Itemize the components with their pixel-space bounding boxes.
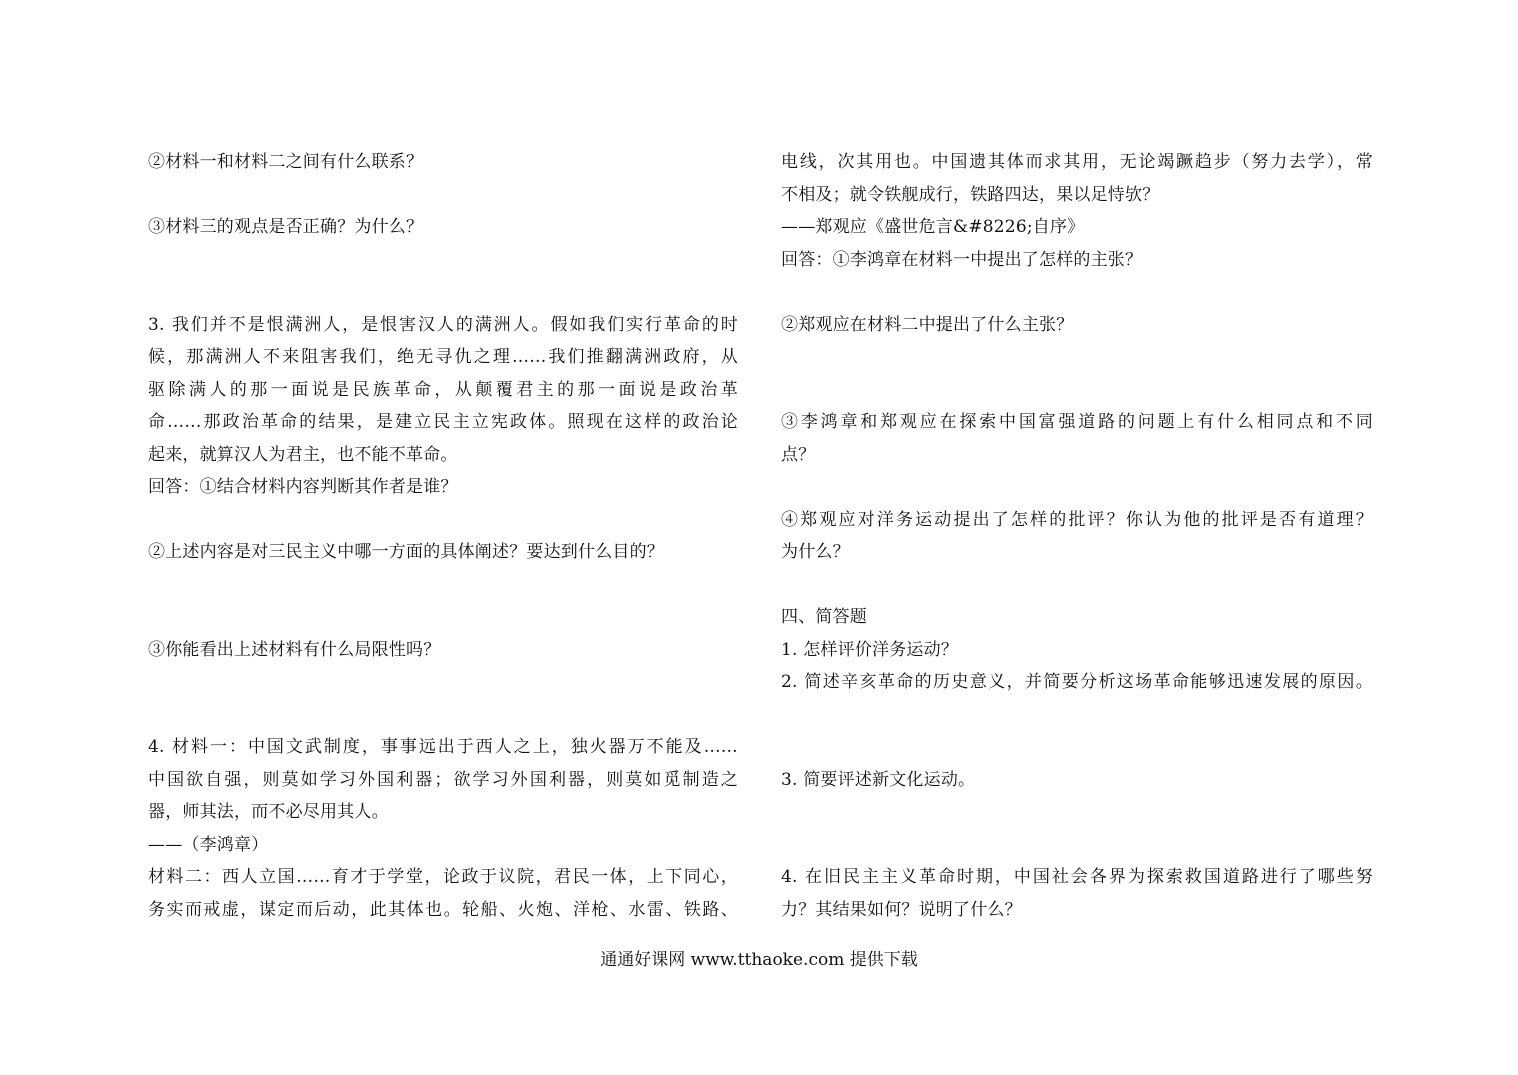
right-line-2: 不相及；就令铁舰成行，铁路四达，果以足恃欤？ — [781, 184, 1160, 205]
left-line-16: ③你能看出上述材料有什么局限性吗？ — [148, 639, 441, 660]
left-blank-4 — [148, 504, 738, 537]
right-line-3: ——郑观应《盛世危言&#8226;自序》 — [781, 217, 1085, 237]
left-blank-6 — [148, 601, 738, 634]
right-blank-5 — [781, 569, 1373, 602]
right-blank-6 — [781, 699, 1373, 732]
left-line-3: ③材料三的观点是否正确？为什么？ — [148, 217, 424, 237]
right-blank-2 — [781, 341, 1373, 374]
right-blank-7 — [781, 731, 1373, 764]
left-line-21: 器，师其法，而不必尽用其人。 — [148, 802, 389, 822]
left-line-8: 驱除满人的那一面说是民族革命，从颠覆君主的那一面说是政治革 — [148, 379, 738, 400]
left-line-11: 回答：①结合材料内容判断其作者是谁？ — [148, 477, 458, 497]
left-blank-7 — [148, 666, 738, 699]
left-line-20: 中国欲自强，则莫如学习外国利器；欲学习外国利器，则莫如觅制造之 — [148, 769, 738, 790]
right-line-6: ②郑观应在材料二中提出了什么主张？ — [781, 314, 1074, 335]
left-blank-5 — [148, 569, 738, 602]
right-line-9: ③李鸿章和郑观应在探索中国富强道路的问题上有什么相同点和不同 — [781, 412, 1373, 432]
right-line-17: 2. 简述辛亥革命的历史意义，并简要分析这场革命能够迅速发展的原因。 — [781, 672, 1373, 692]
left-line-10: 起来，就算汉人为君主，也不能不革命。 — [148, 444, 458, 465]
left-blank-3 — [148, 276, 738, 309]
right-line-16: 1. 怎样评价洋务运动？ — [781, 639, 959, 660]
left-line-19: 4. 材料一：中国文武制度，事事远出于西人之上，独火器万不能及…… — [148, 737, 738, 757]
right-blank-1 — [781, 276, 1373, 309]
right-line-23: 4. 在旧民主主义革命时期，中国社会各界为探索救国道路进行了哪些努 — [781, 867, 1373, 887]
left-line-6: 3. 我们并不是恨满洲人，是恨害汉人的满洲人。假如我们实行革命的时 — [148, 314, 738, 335]
right-blank-4 — [781, 471, 1373, 504]
left-blank-1 — [148, 179, 738, 212]
right-blank-3 — [781, 374, 1373, 407]
left-blank-8 — [148, 699, 738, 732]
left-line-13: ②上述内容是对三民主义中哪一方面的具体阐述？要达到什么目的？ — [148, 542, 664, 562]
right-line-20: 3. 简要评述新文化运动。 — [781, 769, 976, 790]
right-line-12: ④郑观应对洋务运动提出了怎样的批评？你认为他的批评是否有道理？ — [781, 509, 1373, 530]
right-line-10: 点？ — [781, 444, 816, 465]
left-blank-2 — [148, 244, 738, 277]
left-line-23: 材料二：西人立国……育才于学堂，论政于议院，君民一体，上下同心， — [148, 867, 738, 887]
right-line-4: 回答：①李鸿章在材料一中提出了怎样的主张？ — [781, 249, 1143, 270]
left-column — [148, 146, 738, 926]
left-line-1: ②材料一和材料二之间有什么联系？ — [148, 152, 424, 172]
right-line-1: 电线，次其用也。中国遗其体而求其用，无论竭蹶趋步（努力去学），常 — [781, 152, 1373, 172]
footer-text: 通通好课网 www.tthaoke.com 提供下载 — [600, 950, 918, 970]
right-line-24: 力？其结果如何？说明了什么？ — [781, 899, 1022, 920]
left-line-24: 务实而戒虚，谋定而后动，此其体也。轮船、火炮、洋枪、水雷、铁路、 — [148, 899, 738, 920]
left-line-9: 命……那政治革命的结果，是建立民主立宪政体。照现在这样的政治论 — [148, 412, 738, 432]
right-line-13: 为什么？ — [781, 542, 850, 562]
right-blank-8 — [781, 796, 1373, 829]
right-column — [781, 146, 1373, 926]
right-blank-9 — [781, 829, 1373, 862]
left-line-22: ——（李鸿章） — [148, 834, 269, 855]
left-line-7: 候，那满洲人不来阻害我们，绝无寻仇之理……我们推翻满洲政府，从 — [148, 347, 738, 367]
right-line-15: 四、简答题 — [781, 607, 867, 627]
